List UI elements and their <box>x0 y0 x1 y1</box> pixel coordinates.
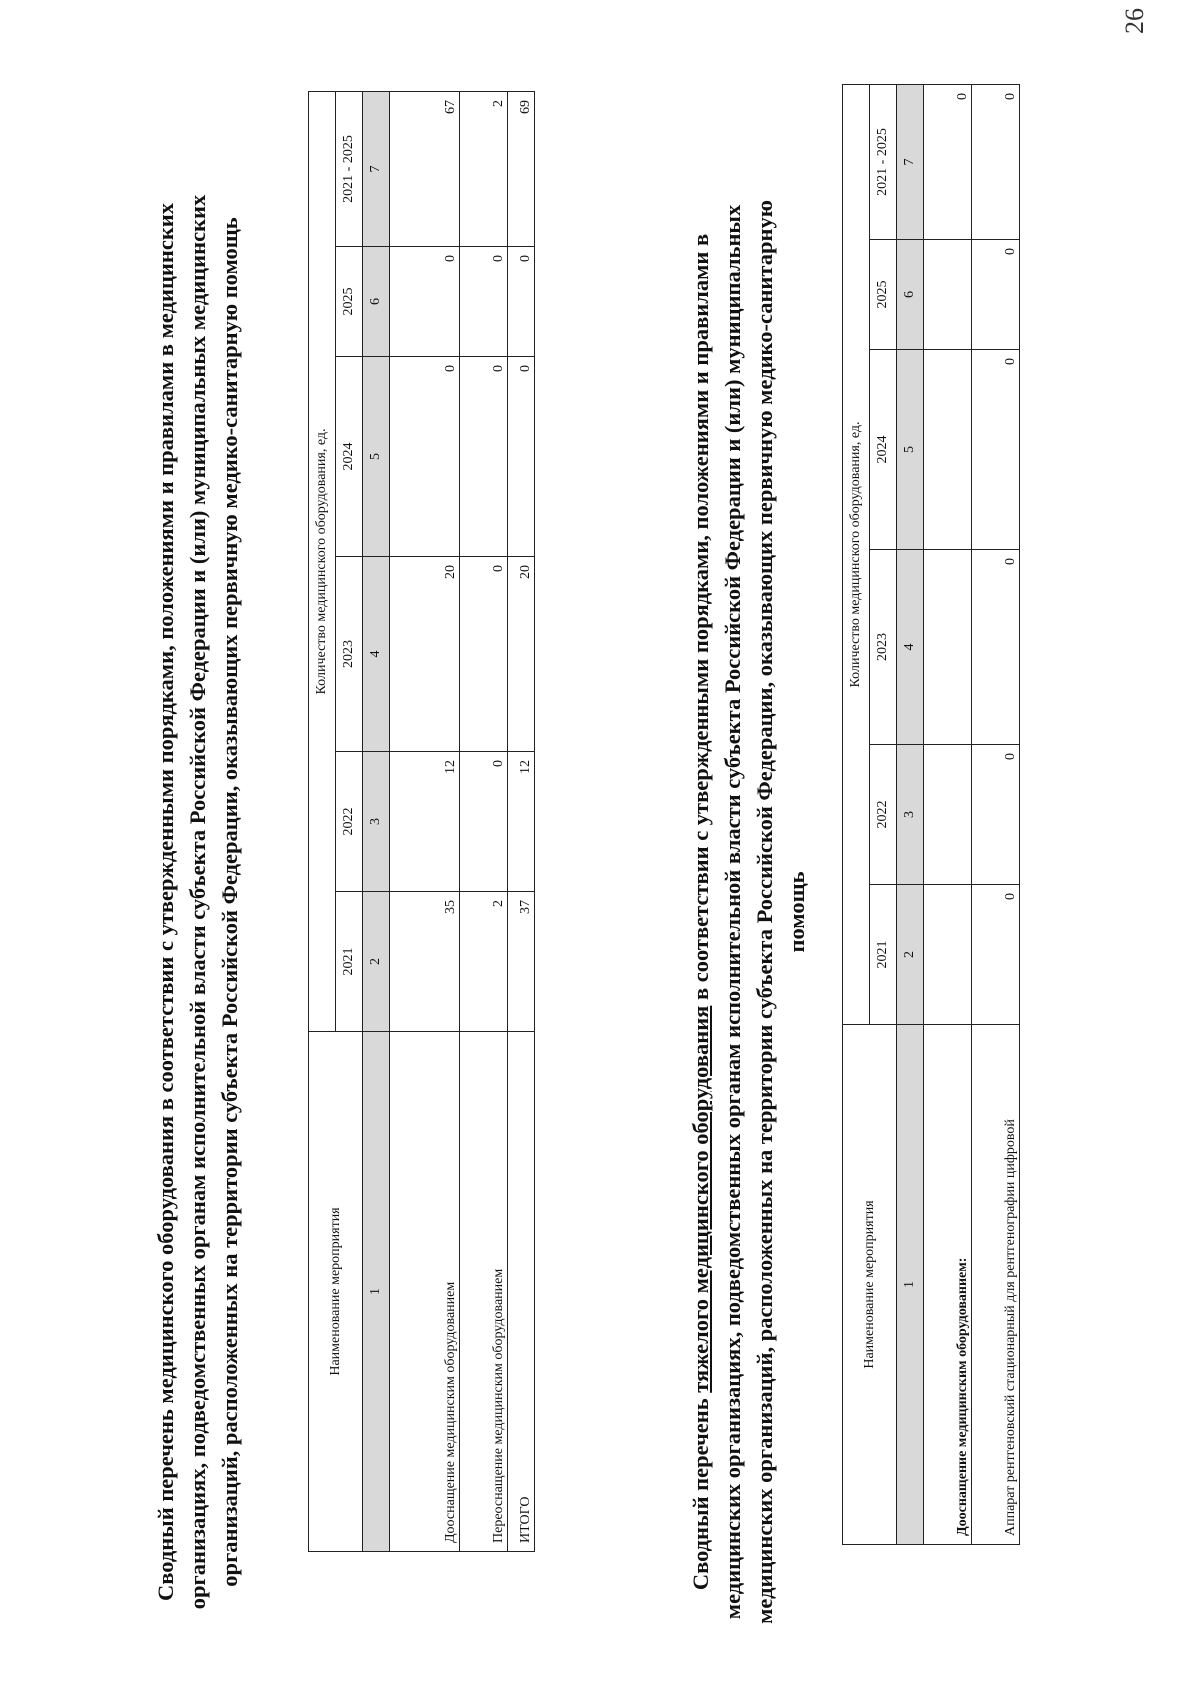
table-row <box>924 84 972 1544</box>
row-value: 0 <box>972 350 1020 550</box>
header-year: 2021 - 2025 <box>870 84 897 239</box>
header-year: 2025 <box>336 247 363 357</box>
column-number: 7 <box>897 84 924 239</box>
row-name: Дооснащение медицинским оборудованием <box>390 1032 460 1552</box>
column-number: 5 <box>897 350 924 550</box>
row-value: 0 <box>460 357 508 557</box>
column-number-row <box>897 84 924 1544</box>
header-year: 2025 <box>870 240 897 350</box>
row-value: 67 <box>390 91 460 246</box>
row-value: 0 <box>460 752 508 892</box>
row-value: 0 <box>508 247 535 357</box>
column-number-row <box>363 91 390 1551</box>
header-name: Наименование мероприятия <box>309 1032 363 1552</box>
row-name: Переоснащение медицинским оборудованием <box>460 1032 508 1552</box>
row-value: 0 <box>972 745 1020 885</box>
column-number: 7 <box>363 91 390 246</box>
row-value: 12 <box>390 752 460 892</box>
row-value: 0 <box>972 84 1020 239</box>
table-row <box>460 91 508 1551</box>
table-medical-equipment <box>308 91 535 1552</box>
row-value: 35 <box>390 892 460 1032</box>
column-number: 6 <box>897 240 924 350</box>
row-value: 0 <box>972 550 1020 745</box>
column-number: 1 <box>363 1032 390 1552</box>
column-number: 3 <box>897 745 924 885</box>
title-text: Сводный перечень <box>688 1392 713 1591</box>
row-value: 0 <box>390 357 460 557</box>
table-row-total <box>508 91 535 1551</box>
row-value <box>924 550 972 745</box>
row-value: 0 <box>972 885 1020 1025</box>
header-year: 2021 - 2025 <box>336 91 363 246</box>
row-value: 20 <box>508 557 535 752</box>
row-name: Аппарат рентгеновский стационарный для рентгенографии цифровой <box>972 1025 1020 1545</box>
table-row <box>972 84 1020 1544</box>
header-name: Наименование мероприятия <box>843 1025 897 1545</box>
row-value: 69 <box>508 91 535 246</box>
row-value: 2 <box>460 91 508 246</box>
title-summary-medical-equipment: Сводный перечень медицинского оборудования в соответствии с утвержденными порядками, положениями и правилами в медицинских организациях, подведомственных органам исполнительной власти субъекта Российской Федерации и (или) муниципальных медицинских организаций, расположенных на территории субъекта Российской Федерации, оказывающих первичную медико-санитарную помощь <box>153 194 242 1610</box>
row-value: 2 <box>460 892 508 1032</box>
header-year: 2021 <box>870 885 897 1025</box>
title-summary-heavy-equipment <box>685 192 813 1632</box>
row-value: 20 <box>390 557 460 752</box>
column-number: 3 <box>363 752 390 892</box>
column-number: 4 <box>897 550 924 745</box>
row-value: 37 <box>508 892 535 1032</box>
row-value: 0 <box>924 84 972 239</box>
row-value: 0 <box>972 240 1020 350</box>
title-underlined-text: тяжелого медицинского оборудования <box>688 1005 713 1393</box>
header-year: 2024 <box>336 357 363 557</box>
row-value: 12 <box>508 752 535 892</box>
table-row <box>390 91 460 1551</box>
row-value <box>924 745 972 885</box>
column-number: 2 <box>897 885 924 1025</box>
column-number: 5 <box>363 357 390 557</box>
row-value: 0 <box>390 247 460 357</box>
header-year: 2022 <box>336 752 363 892</box>
row-value <box>924 240 972 350</box>
header-year: 2023 <box>336 557 363 752</box>
header-year: 2023 <box>870 550 897 745</box>
row-name: Дооснащение медицинским оборудованием: <box>924 1025 972 1545</box>
row-value: 0 <box>508 357 535 557</box>
row-name: ИТОГО <box>508 1032 535 1552</box>
table-heavy-equipment <box>842 84 1020 1545</box>
column-number: 4 <box>363 557 390 752</box>
header-quantity: Количество медицинского оборудования, ед. <box>843 84 870 1024</box>
title-text: в соответствии с утвержденными порядками, положениями и правилами в медицинских организациях, подведомственных органам исполнительной власти субъекта Российской Федерации и (или) муниципальных медицинских организаций, расположенных на территории субъекта Российской Федерации, оказывающих первичную медико-санитарную помощь <box>688 200 809 1624</box>
column-number: 1 <box>897 1025 924 1545</box>
header-year: 2024 <box>870 350 897 550</box>
header-year: 2022 <box>870 745 897 885</box>
header-year: 2021 <box>336 892 363 1032</box>
column-number: 2 <box>363 892 390 1032</box>
row-value <box>924 885 972 1025</box>
row-value <box>924 350 972 550</box>
row-value: 0 <box>460 557 508 752</box>
header-quantity: Количество медицинского оборудования, ед. <box>309 91 336 1031</box>
column-number: 6 <box>363 247 390 357</box>
page-number: 26 <box>1120 8 1149 34</box>
row-value: 0 <box>460 247 508 357</box>
